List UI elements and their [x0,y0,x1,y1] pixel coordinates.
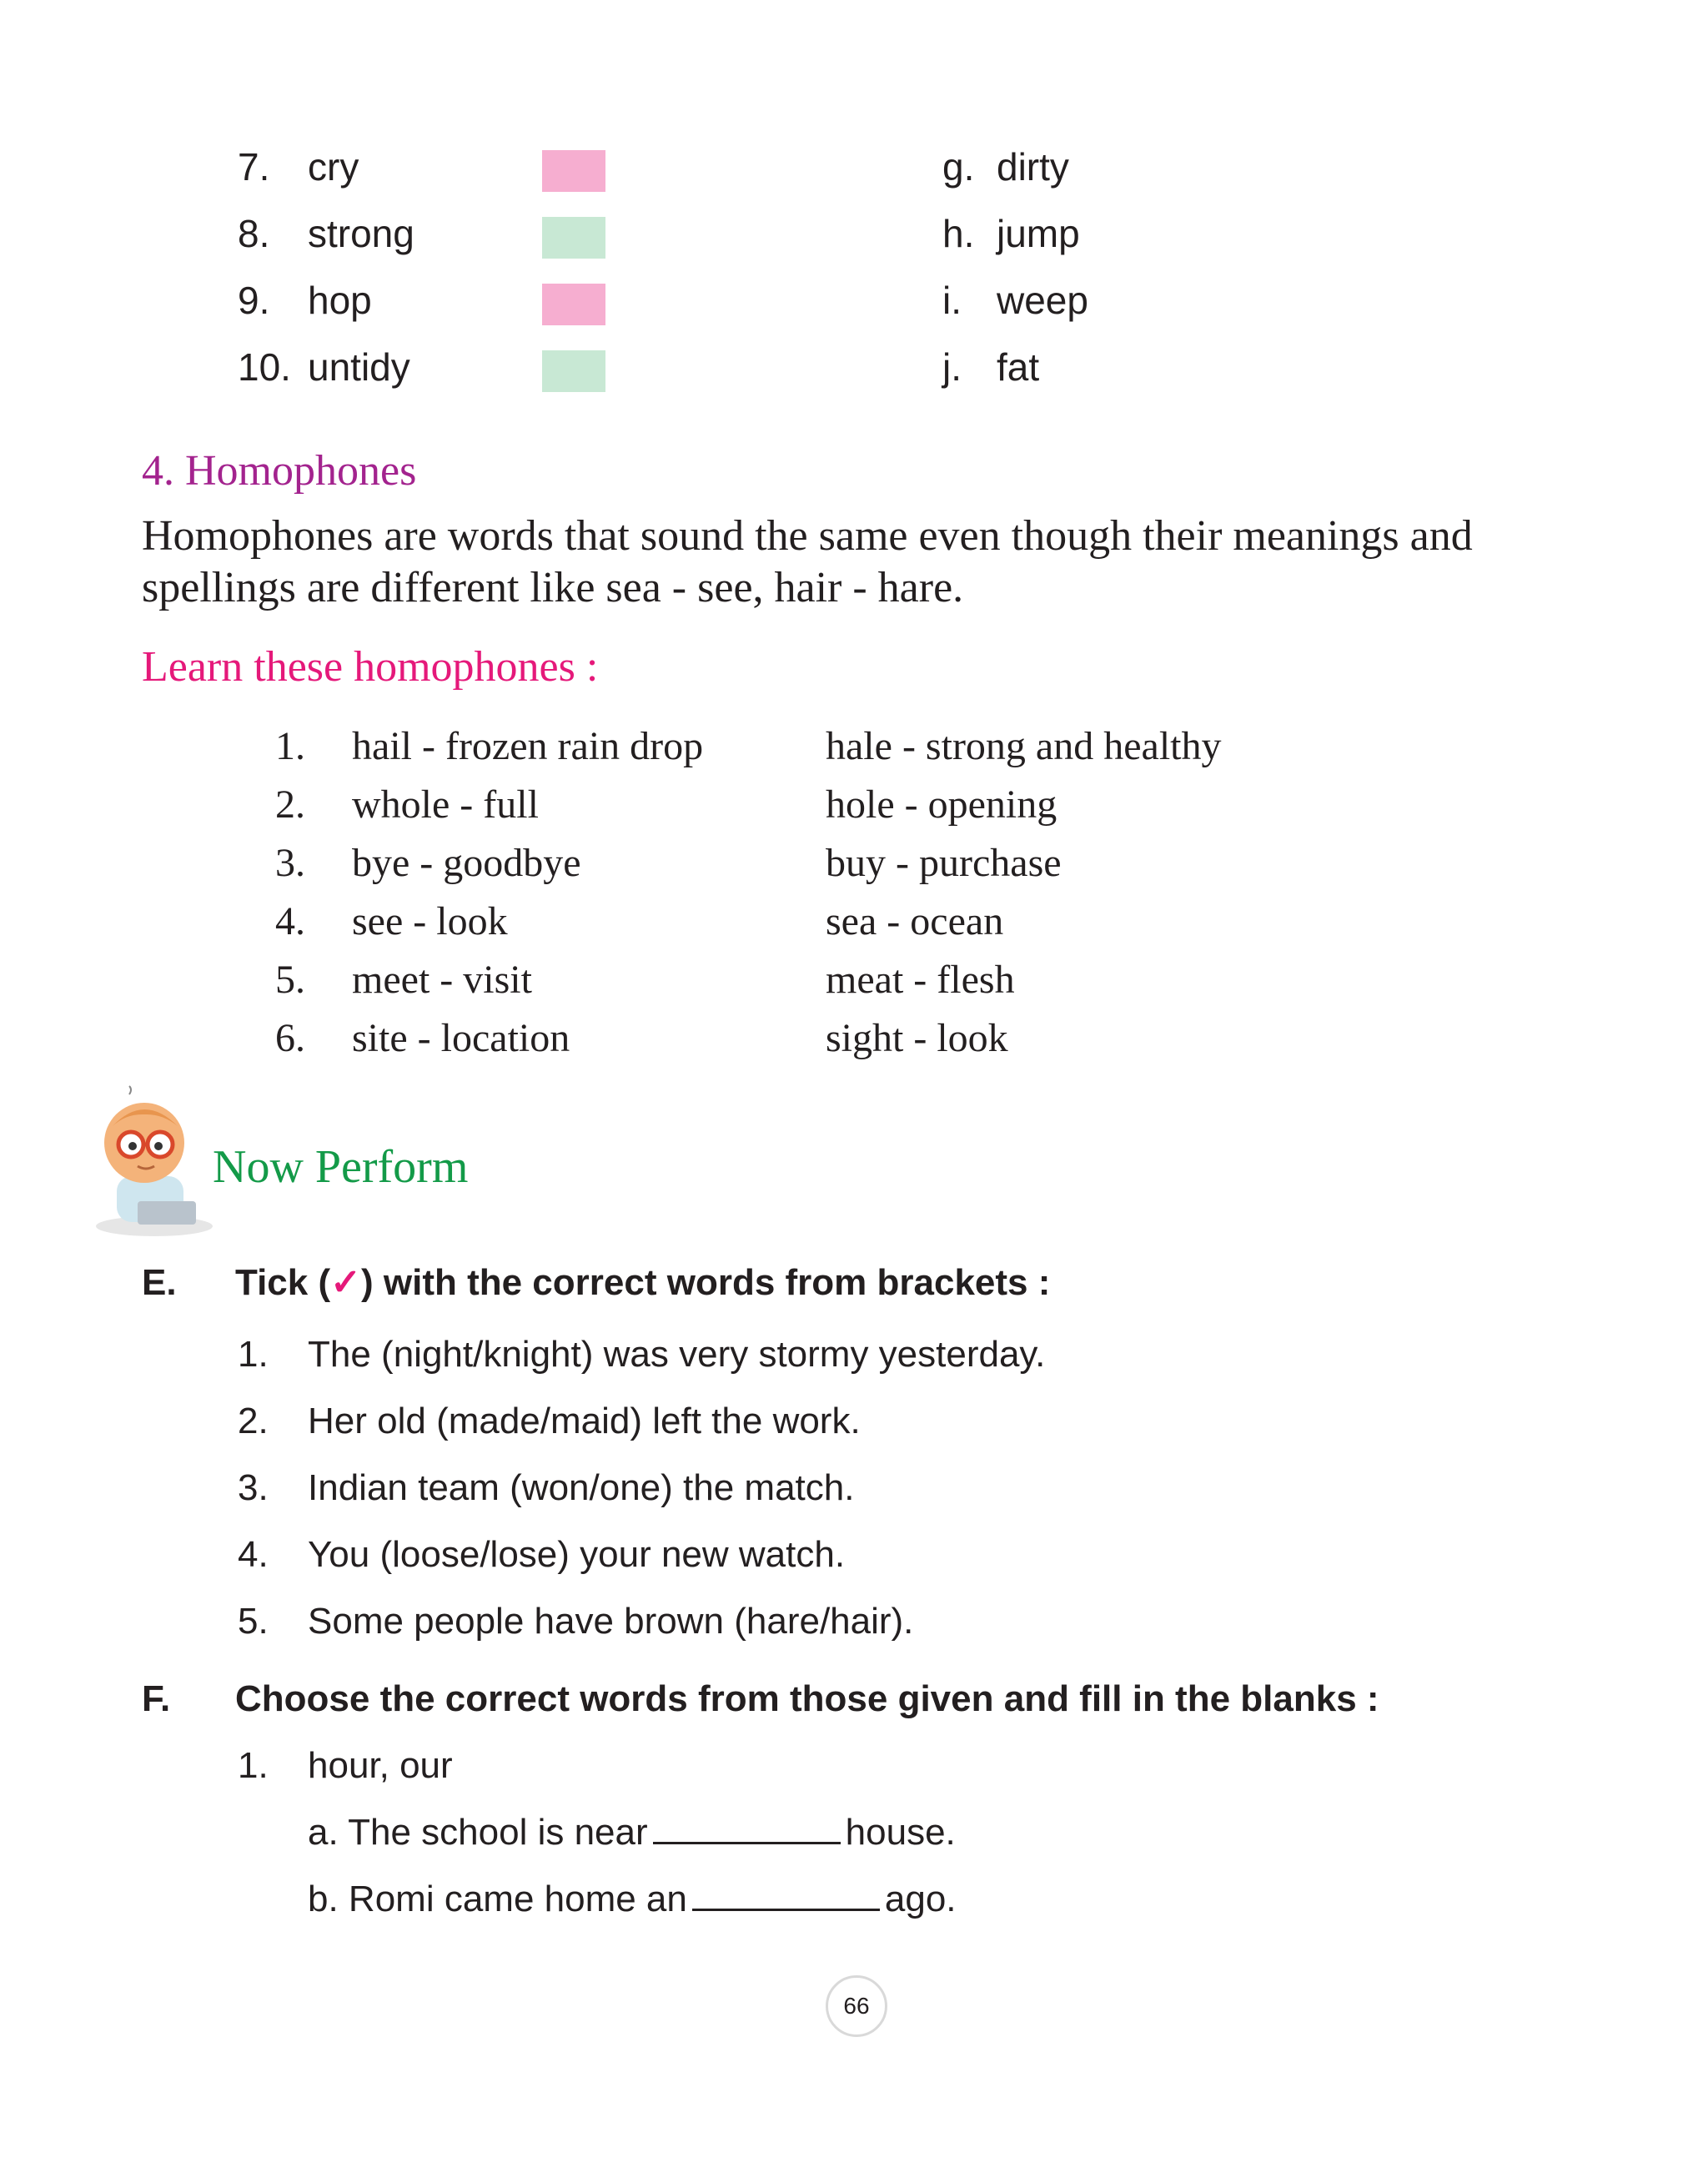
match-number: 8. [238,212,270,255]
homophone-number: 6. [275,1016,305,1060]
homophone-left: see - look [352,899,508,943]
answer-box[interactable] [542,350,605,392]
option-letter: j. [942,345,962,389]
homophone-right: hale - strong and healthy [826,724,1222,768]
item-text[interactable]: Indian team (won/one) the match. [308,1467,855,1508]
item-number: 1. [238,1745,269,1786]
instruction-part: Tick ( [235,1262,331,1303]
sentence-start: b. Romi came home an [308,1879,687,1919]
fill-blank-b [308,1874,957,1924]
item-number: 2. [238,1401,269,1441]
item-number: 5. [238,1601,269,1642]
homophone-right: meat - flesh [826,958,1015,1002]
exercise-instruction: Choose the correct words from those given and fill in the blanks : [235,1678,1379,1719]
match-number: 10. [238,345,291,389]
item-number: 1. [238,1334,269,1375]
blank-input[interactable] [653,1810,841,1844]
option-letter: i. [942,279,962,322]
item-number: 3. [238,1467,269,1508]
homophone-number: 3. [275,841,305,885]
exercise-letter: E. [142,1262,177,1303]
homophone-right: sight - look [826,1016,1008,1060]
instruction-part: ) with the correct words from brackets : [361,1262,1051,1303]
item-text[interactable]: Some people have brown (hare/hair). [308,1601,914,1642]
option-word: weep [997,279,1088,322]
fill-blank-a [308,1808,956,1858]
option-word: fat [997,345,1040,389]
item-text[interactable]: The (night/knight) was very stormy yesterday. [308,1334,1046,1375]
answer-box[interactable] [542,217,605,259]
exercise-instruction [235,1258,1050,1308]
match-word: hop [308,279,372,322]
now-perform-heading: Now Perform [213,1141,469,1193]
item-number: 4. [238,1534,269,1575]
sentence-end: ago. [884,1879,957,1919]
section-heading: 4. Homophones [142,447,417,495]
exercise-e-heading [0,1258,1708,1308]
homophone-left: meet - visit [352,958,532,1002]
homophone-number: 2. [275,782,305,827]
match-word: untidy [308,345,410,389]
mascot-illustration [79,1084,221,1243]
definition-paragraph: Homophones are words that sound the same even though their meanings and spellings are different like sea - see, hair - hare. [142,512,1473,611]
match-number: 7. [238,145,270,189]
answer-box[interactable] [542,150,605,192]
option-letter: g. [942,145,975,189]
match-number: 9. [238,279,270,322]
sentence-end: house. [845,1812,956,1853]
homophone-left: bye - goodbye [352,841,581,885]
homophone-left: whole - full [352,782,539,827]
word-choices: hour, our [308,1745,453,1786]
homophone-number: 5. [275,958,305,1002]
option-word: jump [997,212,1080,255]
homophone-right: buy - purchase [826,841,1062,885]
homophone-number: 1. [275,724,305,768]
match-word: strong [308,212,414,255]
item-text[interactable]: Her old (made/maid) left the work. [308,1401,861,1441]
homophone-right: hole - opening [826,782,1057,827]
option-word: dirty [997,145,1069,189]
option-letter: h. [942,212,975,255]
homophone-number: 4. [275,899,305,943]
homophone-left: site - location [352,1016,570,1060]
blank-input[interactable] [692,1877,880,1911]
match-word: cry [308,145,359,189]
homophone-left: hail - frozen rain drop [352,724,704,768]
page-number: 66 [826,1975,887,2037]
item-text[interactable]: You (loose/lose) your new watch. [308,1534,846,1575]
homophone-right: sea - ocean [826,899,1004,943]
exercise-f-heading [0,1674,1708,1724]
learn-heading: Learn these homophones : [142,643,599,691]
exercise-letter: F. [142,1678,171,1719]
answer-box[interactable] [542,284,605,325]
sentence-start: a. The school is near [308,1812,648,1853]
tick-icon: ✓ [330,1262,361,1303]
